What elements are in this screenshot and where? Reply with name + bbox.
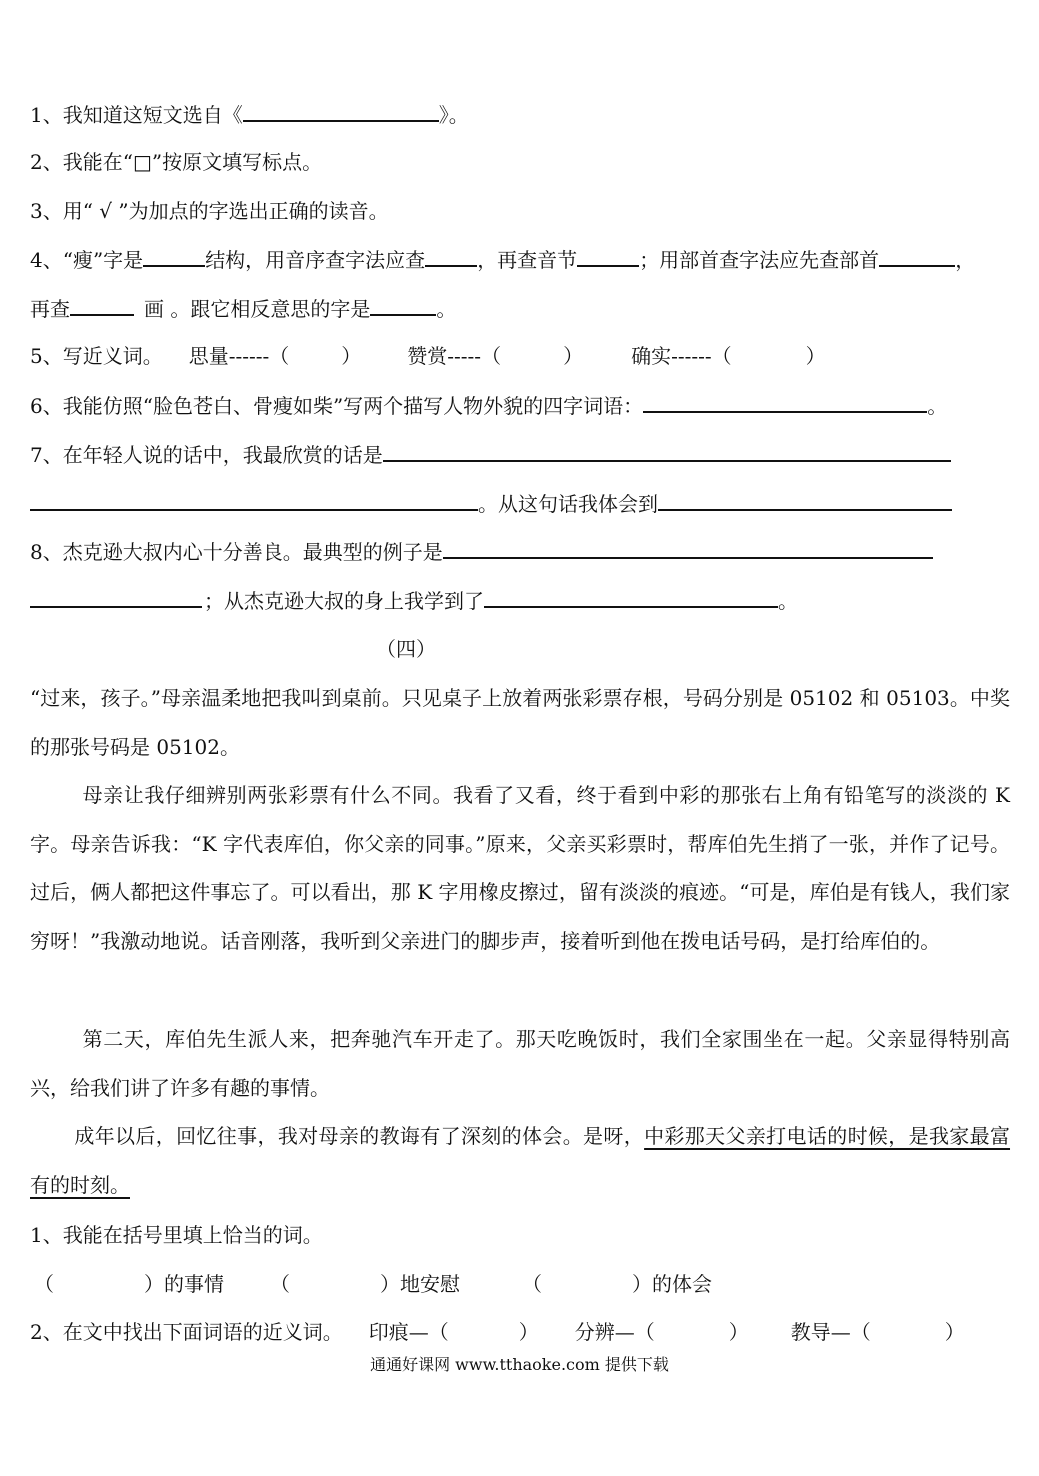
q5-word-3: 确实------（ [631, 344, 732, 368]
q1-blank[interactable] [243, 102, 439, 122]
q4-blank-radical[interactable] [879, 247, 955, 267]
q1-end: 》。 [438, 103, 469, 127]
e1-item-a: ）的事情 [144, 1272, 224, 1296]
q8-end: 。 [778, 589, 798, 613]
e2-close-2: ） [728, 1320, 749, 1344]
question-8-cont [30, 588, 798, 613]
q4-part-e: ， [955, 248, 976, 272]
q8-blank-2[interactable] [30, 588, 202, 608]
q4-part-h: 。 [436, 297, 457, 321]
e1-open-1: （ [34, 1272, 54, 1296]
passage-p3-text: 第二天，库伯先生派人来，把奔驰汽车开走了。那天吃晚饭时，我们全家围坐在一起。父亲显得特别高兴，给我们讲了许多有趣的事情。 [30, 1027, 1010, 1100]
q1-text: 1、我知道这短文选自《 [30, 103, 243, 127]
question-7-cont [30, 491, 952, 516]
question-7 [30, 442, 951, 467]
question-2: 2、我能在“□”按原文填写标点。 [30, 150, 323, 174]
q4-part-a: 4、“瘦”字是 [30, 248, 144, 272]
q8-blank-1[interactable] [443, 539, 933, 559]
q5-close-1: ） [341, 344, 362, 368]
q4-part-d: ；用部首查字法应先查部首 [639, 248, 880, 272]
q4-part-b: 结构，用音序查字法应查 [205, 248, 426, 272]
e1-item-b: ）地安慰 [380, 1272, 460, 1296]
e2-word-2: 分辨—（ [574, 1320, 655, 1344]
passage-p4-underlined: 中彩那天父亲打电话的时候，是我家最富有的时刻。 [30, 1124, 1011, 1197]
q4-blank-antonym[interactable] [370, 296, 436, 316]
question-4-cont [30, 296, 456, 321]
passage-paragraph-4 [30, 1112, 1010, 1209]
passage-p1-text: “过来，孩子。”母亲温柔地把我叫到桌前。只见桌子上放着两张彩票存根，号码分别是 05102 和 05103。中奖的那张号码是 05102。 [30, 686, 1010, 759]
e2-close-3: ） [944, 1320, 965, 1344]
q4-blank-syllable[interactable] [577, 247, 639, 267]
page-footer: 通通好课网 www.tthaoke.com 提供下载 [370, 1355, 669, 1374]
passage-p4-text: 成年以后，回忆往事，我对母亲的教诲有了深刻的体会。是呀， [74, 1124, 645, 1148]
e2-close-1: ） [518, 1320, 539, 1344]
q8-text: 8、杰克逊大叔内心十分善良。最典型的例子是 [30, 540, 443, 564]
q4-part-c: ，再查音节 [477, 248, 578, 272]
e2-word-1: 印痕—（ [368, 1320, 449, 1344]
question-6 [30, 393, 947, 418]
q6-end: 。 [927, 394, 948, 418]
q4-part-f: 再查 [30, 297, 70, 321]
q7-mid: 。从这句话我体会到 [478, 492, 658, 516]
question-8 [30, 539, 933, 564]
q8-mid: ；从杰克逊大叔的身上我学到了 [204, 589, 484, 613]
e1-open-2: （ [270, 1272, 290, 1296]
passage-p2-text: 母亲让我仔细辨别两张彩票有什么不同。我看了又看，终于看到中彩的那张右上角有铅笔写的淡淡的 K 字。母亲告诉我：“K 字代表库伯，你父亲的同事。”原来，父亲买彩票时，帮库伯先生捎了一张，并作了记号。过后，俩人都把这件事忘了。可以看出，那 K 字用橡皮擦过，留有淡淡的痕迹。“可是，库伯是有钱人，我们家穷呀！”我激动地说。话音刚落，我听到父亲进门的脚步声，接着听到他在拨电话号码，是打给库伯的。 [30, 783, 1010, 953]
exercise-2 [30, 1320, 965, 1344]
section-title: （四） [376, 637, 436, 661]
exercise-1-items [34, 1272, 712, 1296]
q6-text: 6、我能仿照“脸色苍白、骨瘦如柴”写两个描写人物外貌的四字词语： [30, 394, 644, 418]
q7-blank-2[interactable] [30, 491, 478, 511]
q4-blank-letter[interactable] [425, 247, 477, 267]
e1-item-c: ）的体会 [632, 1272, 712, 1296]
question-4 [30, 247, 975, 272]
q6-blank[interactable] [643, 393, 927, 413]
q7-blank-1[interactable] [383, 442, 951, 462]
passage-paragraph-3 [30, 1015, 1010, 1112]
q7-text: 7、在年轻人说的话中，我最欣赏的话是 [30, 443, 383, 467]
exercise-1: 1、我能在括号里填上恰当的词。 [30, 1223, 323, 1247]
q5-word-2: 赞赏-----（ [407, 344, 502, 368]
q5-close-2: ） [563, 344, 584, 368]
q5-close-3: ） [805, 344, 826, 368]
e2-word-3: 教导—（ [790, 1320, 871, 1344]
q5-word-1: 思量------（ [188, 344, 290, 368]
q4-blank-strokes[interactable] [70, 296, 134, 316]
question-5 [30, 344, 826, 368]
question-3: 3、用“ √ ”为加点的字选出正确的读音。 [30, 199, 389, 223]
question-1 [30, 102, 469, 127]
q7-blank-3[interactable] [658, 491, 952, 511]
e2-text: 2、在文中找出下面词语的近义词。 [30, 1320, 343, 1344]
passage-paragraph-1 [30, 674, 1010, 771]
q4-blank-structure[interactable] [143, 247, 205, 267]
passage-paragraph-2 [30, 771, 1010, 965]
q8-blank-3[interactable] [484, 588, 778, 608]
e1-open-3: （ [522, 1272, 542, 1296]
q5-label: 5、写近义词。 [30, 344, 163, 368]
q4-part-g: 画 。跟它相反意思的字是 [144, 297, 371, 321]
